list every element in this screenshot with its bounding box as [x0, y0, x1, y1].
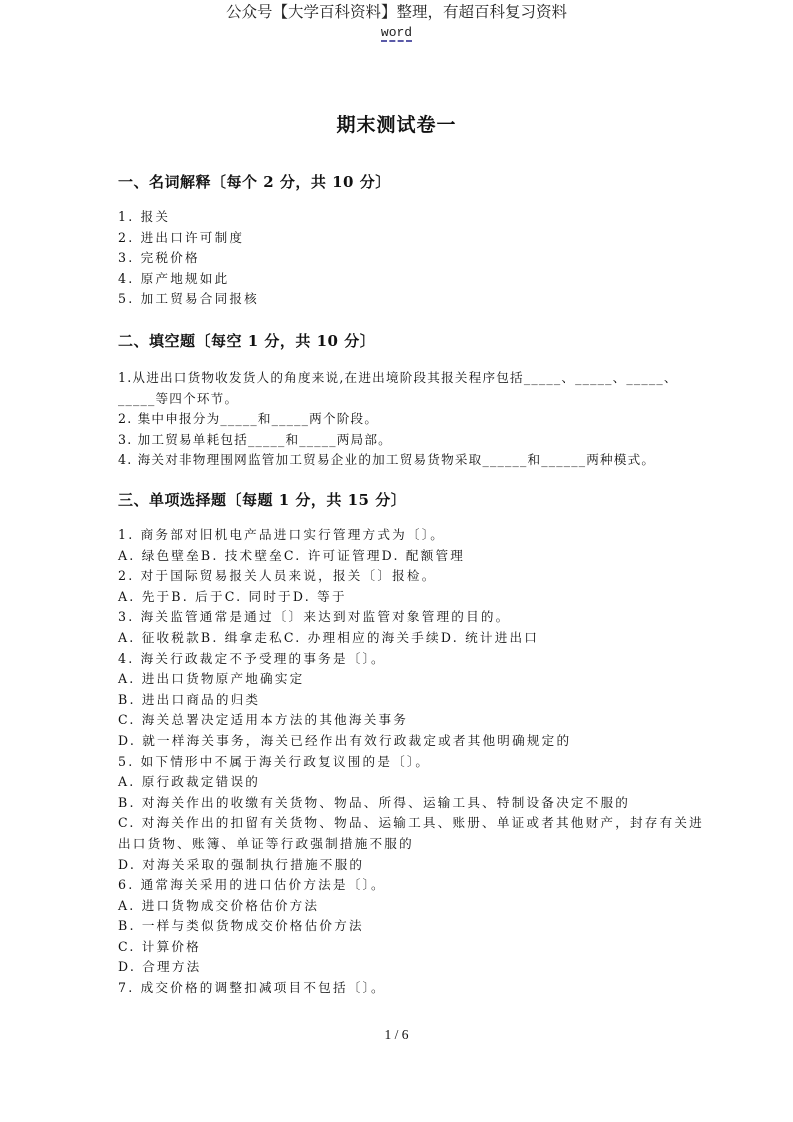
- question-item: 5. 如下情形中不属于海关行政复议围的是〔〕。: [118, 753, 431, 769]
- option-item: A. 进出口货物原产地确实定: [118, 671, 305, 687]
- option-item-continuation: 出口货物、账簿、单证等行政强制措施不服的: [118, 835, 414, 851]
- question-item: 6. 通常海关采用的进口估价方法是〔〕。: [118, 877, 386, 893]
- list-item: 5. 加工贸易合同报核: [118, 291, 259, 307]
- option-item: C. 海关总署决定适用本方法的其他海关事务: [118, 712, 409, 728]
- option-item: A. 先于B. 后于C. 同时于D. 等于: [118, 588, 347, 604]
- option-item: D. 就一样海关事务，海关已经作出有效行政裁定或者其他明确规定的: [118, 732, 572, 748]
- list-item: _____等四个环节。: [118, 390, 239, 406]
- section-fill-blank-list: [118, 368, 688, 471]
- section-heading-fill-blank: 二、填空题〔每空 1 分，共 10 分〕: [118, 332, 376, 350]
- list-item: 3. 加工贸易单耗包括_____和_____两局部。: [118, 431, 392, 447]
- option-item: C. 对海关作出的扣留有关货物、物品、运输工具、账册、单证或者其他财产，封存有关进: [118, 815, 704, 831]
- header-promo-text: 公众号【大学百科资料】整理，有超百科复习资料: [225, 3, 567, 21]
- list-item: 1. 报关: [118, 209, 171, 224]
- list-item: 2. 进出口许可制度: [118, 229, 245, 245]
- question-item: 2. 对于国际贸易报关人员来说，报关〔〕报检。: [118, 568, 437, 584]
- option-item: A. 征收税款B. 缉拿走私C. 办理相应的海关手续D. 统计进出口: [118, 629, 540, 645]
- option-item: A. 原行政裁定错误的: [118, 774, 261, 790]
- list-item: 2. 集中申报分为_____和_____两个阶段。: [118, 411, 379, 427]
- page-number: 1 / 6: [384, 1027, 409, 1042]
- header-word-link[interactable]: word: [380, 25, 413, 40]
- document-title: 期末测试卷一: [336, 114, 457, 136]
- option-item: A. 进口货物成交价格估价方法: [118, 897, 320, 913]
- option-item: B. 一样与类似货物成交价格估价方法: [118, 918, 364, 934]
- option-item: A. 绿色壁垒B. 技术壁垒C. 许可证管理D. 配额管理: [118, 547, 466, 563]
- section-single-choice-list: [118, 525, 704, 999]
- list-item: 4. 海关对非物理围网监管加工贸易企业的加工贸易货物采取______和______两种模式。: [118, 452, 656, 468]
- question-item: 7. 成交价格的调整扣减项目不包括〔〕。: [118, 980, 386, 996]
- section-heading-single-choice: 三、单项选择题〔每题 1 分，共 15 分〕: [118, 491, 407, 509]
- section-terms-list: [118, 207, 688, 310]
- list-item: 4. 原产地规如此: [118, 270, 230, 286]
- option-item: C. 计算价格: [118, 938, 201, 954]
- section-heading-terms: 一、名词解释〔每个 2 分，共 10 分〕: [118, 173, 391, 191]
- option-item: D. 合理方法: [118, 959, 202, 975]
- option-item: B. 对海关作出的收缴有关货物、物品、所得、运输工具、特制设备决定不服的: [118, 794, 631, 810]
- list-item: 1.从进出口货物收发货人的角度来说,在进出境阶段其报关程序包括_____、_____、_____、: [118, 370, 678, 385]
- page-header: [0, 3, 793, 42]
- option-item: D. 对海关采取的强制执行措施不服的: [118, 856, 365, 872]
- option-item: B. 进出口商品的归类: [118, 691, 261, 707]
- question-item: 1. 商务部对旧机电产品进口实行管理方式为〔〕。: [118, 527, 445, 542]
- question-item: 4. 海关行政裁定不予受理的事务是〔〕。: [118, 650, 386, 666]
- question-item: 3. 海关监管通常是通过〔〕来达到对监管对象管理的目的。: [118, 609, 511, 625]
- list-item: 3. 完税价格: [118, 250, 200, 266]
